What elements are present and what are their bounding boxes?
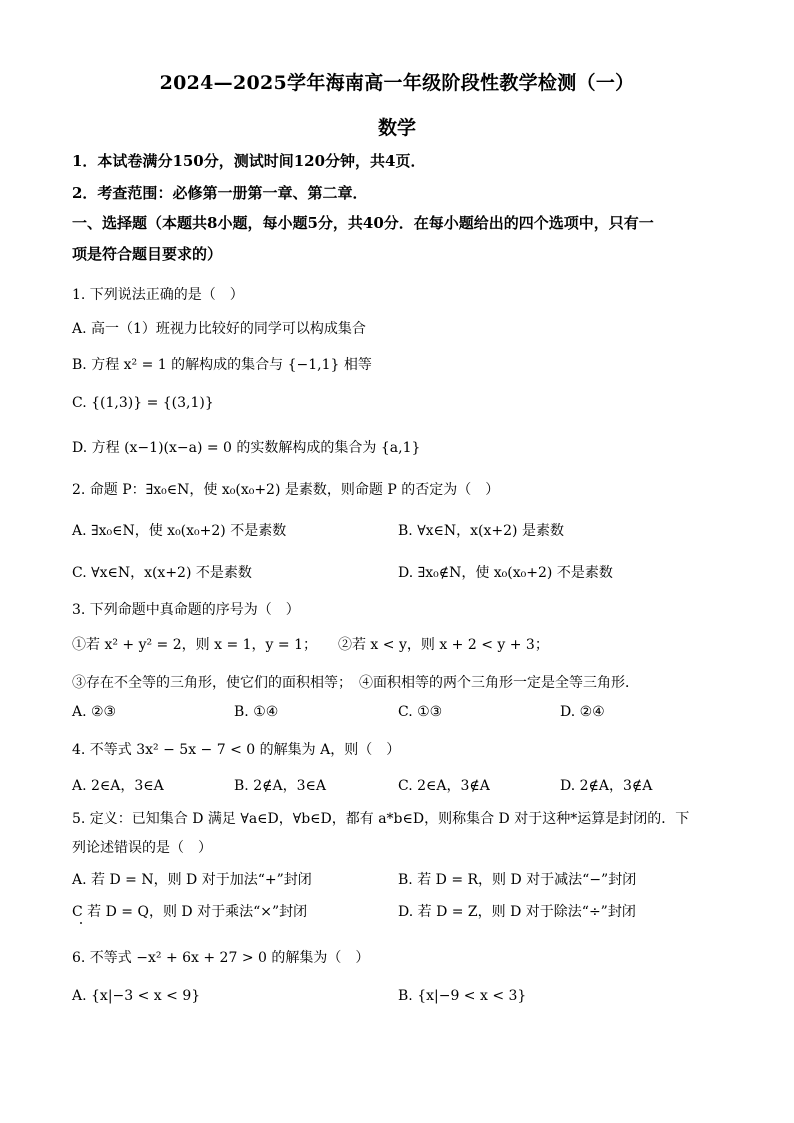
question-4-option-c: C. 2∈A，3∉A	[398, 778, 490, 794]
question-4-stem: 4. 不等式 3x² − 5x − 7 < 0 的解集为 A，则（ ）	[72, 742, 401, 758]
question-2-option-c: C. ∀x∈N，x(x+2) 不是素数	[72, 565, 252, 581]
question-5-option-a: A. 若 D = N，则 D 对于加法“+”封闭	[72, 872, 312, 888]
question-3-option-d: D. ②④	[560, 704, 605, 720]
question-2-option-b: B. ∀x∈N，x(x+2) 是素数	[398, 523, 564, 539]
question-5-option-c: C 若 D = Q，则 D 对于乘法“×”封闭	[72, 904, 308, 920]
question-2-stem: 2. 命题 P：∃x₀∈N，使 x₀(x₀+2) 是素数，则命题 P 的否定为（ ）	[72, 482, 500, 498]
question-5-stem-line1: 5. 定义：已知集合 D 满足 ∀a∈D，∀b∈D，都有 a*b∈D，则称集合 D 对于这种*运算是封闭的．下	[72, 811, 690, 827]
question-5-stem-line2: 列论述错误的是（ ）	[72, 840, 212, 856]
question-4-option-b: B. 2∉A，3∈A	[234, 778, 326, 794]
question-6-option-b: B. {x|−9 < x < 3}	[398, 988, 527, 1004]
question-3-option-a: A. ②③	[72, 704, 117, 720]
question-4-option-a: A. 2∈A，3∈A	[72, 778, 164, 794]
question-3-stem: 3. 下列命题中真命题的序号为（ ）	[72, 602, 300, 618]
question-4-option-d: D. 2∉A，3∉A	[560, 778, 653, 794]
section-heading-line1: 一、选择题（本题共8小题，每小题5分，共40分．在每小题给出的四个选项中，只有一	[72, 214, 654, 232]
question-1-option-d: D. 方程 (x−1)(x−a) = 0 的实数解构成的集合为 {a,1}	[72, 440, 421, 456]
question-1-stem: 1. 下列说法正确的是（ ）	[72, 287, 244, 303]
question-2-option-a: A. ∃x₀∈N，使 x₀(x₀+2) 不是素数	[72, 523, 287, 539]
question-1-option-a: A. 高一（1）班视力比较好的同学可以构成集合	[72, 321, 366, 337]
question-5-option-d: D. 若 D = Z，则 D 对于除法“÷”封闭	[398, 904, 636, 920]
question-1-option-b: B. 方程 x² = 1 的解构成的集合与 {−1,1} 相等	[72, 357, 372, 373]
stray-dot-mark	[80, 922, 82, 924]
question-6-option-a: A. {x|−3 < x < 9}	[72, 988, 201, 1004]
exam-title: 2024—2025学年海南高一年级阶段性教学检测（一）	[159, 72, 635, 94]
question-3-option-c: C. ①③	[398, 704, 443, 720]
section-heading-line2: 项是符合题目要求的）	[72, 245, 223, 263]
note-2: 2．考查范围：必修第一册第一章、第二章．	[72, 184, 368, 202]
note-1: 1．本试卷满分150分，测试时间120分钟，共4页．	[72, 152, 426, 170]
question-3-option-b: B. ①④	[234, 704, 279, 720]
question-5-option-b: B. 若 D = R，则 D 对于减法“−”封闭	[398, 872, 637, 888]
subject-title: 数学	[377, 117, 416, 139]
question-3-propositions-line1: ①若 x² + y² = 2，则 x = 1，y = 1； ②若 x < y，则 x + 2 < y + 3；	[72, 637, 549, 653]
question-3-propositions-line2: ③存在不全等的三角形，使它们的面积相等； ④面积相等的两个三角形一定是全等三角形．	[72, 675, 639, 691]
question-2-option-d: D. ∃x₀∉N，使 x₀(x₀+2) 不是素数	[398, 565, 613, 581]
question-6-stem: 6. 不等式 −x² + 6x + 27 > 0 的解集为（ ）	[72, 950, 370, 966]
question-1-option-c: C. {(1,3)} = {(3,1)}	[72, 395, 214, 411]
